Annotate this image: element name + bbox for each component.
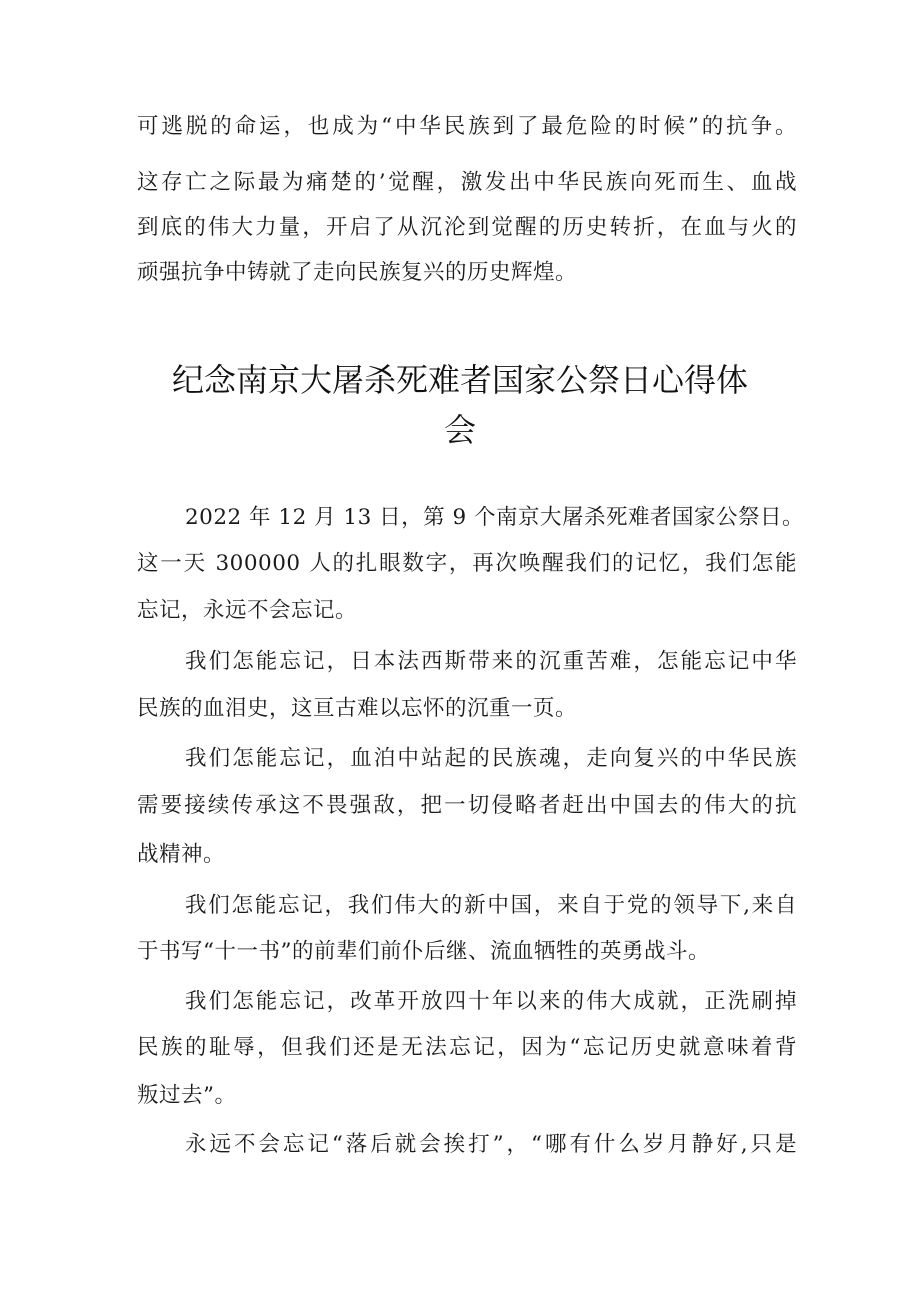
- paragraph-1-line-2: 这一天 300000 人的扎眼数字，再次唤醒我们的记忆，我们怎能: [137, 551, 797, 576]
- paragraph-5-line-3: 叛过去”。: [137, 1083, 237, 1108]
- intro-line-1: 可逃脱的命运，也成为“中华民族到了最危险的时候”的抗争。: [137, 114, 797, 139]
- paragraph-3-line-3: 战精神。: [137, 842, 226, 867]
- intro-line-2: 这存亡之际最为痛楚的’觉醒，激发出中华民族向死而生、血战: [137, 170, 797, 195]
- intro-line-3: 到底的伟大力量，开启了从沉沦到觉醒的历史转折，在血与火的: [137, 215, 797, 240]
- paragraph-6-line-1: 永远不会忘记“落后就会挨打”，“哪有什么岁月静好,只是: [185, 1132, 797, 1157]
- paragraph-5-line-2: 民族的耻辱，但我们还是无法忘记，因为“忘记历史就意味着背: [137, 1035, 797, 1060]
- intro-line-4: 顽强抗争中铸就了走向民族复兴的历史辉煌。: [137, 260, 578, 285]
- paragraph-4-line-1: 我们怎能忘记，我们伟大的新中国，来自于党的领导下,来自: [185, 893, 797, 918]
- paragraph-5-line-1: 我们怎能忘记，改革开放四十年以来的伟大成就，正洗刷掉: [185, 989, 797, 1014]
- paragraph-3-line-2: 需要接续传承这不畏强敌，把一切侵略者赶出中国去的伟大的抗: [137, 793, 797, 818]
- document-title-line-2: 会: [443, 411, 476, 449]
- paragraph-3-line-1: 我们怎能忘记，血泊中站起的民族魂，走向复兴的中华民族: [185, 746, 797, 771]
- paragraph-2-line-1: 我们怎能忘记，日本法西斯带来的沉重苦难，怎能忘记中华: [185, 649, 797, 674]
- paragraph-1-line-3: 忘记，永远不会忘记。: [137, 598, 358, 623]
- paragraph-1-line-1: 2022 年 12 月 13 日，第 9 个南京大屠杀死难者国家公祭日。: [185, 505, 804, 530]
- paragraph-4-line-2: 于书写“十一书”的前辈们前仆后继、流血牺牲的英勇战斗。: [137, 939, 710, 964]
- document-title-line-1: 纪念南京大屠杀死难者国家公祭日心得体: [171, 361, 748, 399]
- paragraph-2-line-2: 民族的血泪史，这亘古难以忘怀的沉重一页。: [137, 696, 578, 721]
